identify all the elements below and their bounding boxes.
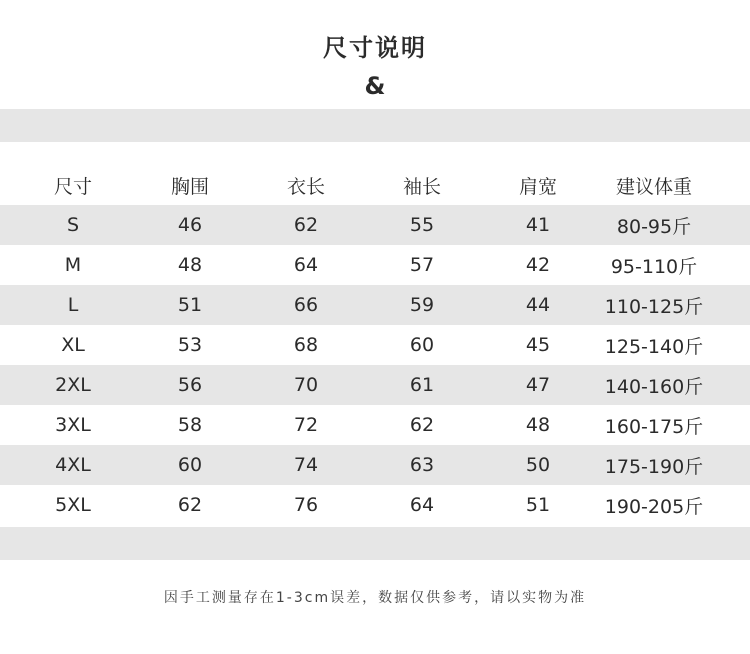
cell-shoulder: 44: [525, 294, 551, 316]
header-shoulder: 肩宽: [518, 175, 557, 198]
cell-size: XL: [61, 334, 85, 356]
cell-size: S: [66, 214, 80, 236]
table-row: [0, 445, 750, 485]
table-row: [0, 285, 750, 325]
header-chest: 胸围: [170, 175, 209, 198]
cell-size: M: [64, 254, 82, 276]
header-sleeve: 袖长: [402, 175, 441, 198]
cell-length: 64: [293, 254, 319, 276]
cell-weight: 190-205斤: [604, 495, 704, 518]
table-row: [0, 205, 750, 245]
cell-size: 3XL: [55, 414, 91, 436]
page-subtitle: &: [364, 72, 386, 100]
header-size: 尺寸: [53, 175, 92, 198]
cell-shoulder: 47: [525, 374, 551, 396]
header-length: 衣长: [286, 175, 325, 198]
measurement-note: 因手工测量存在1-3cm误差，数据仅供参考，请以实物为准: [163, 590, 587, 606]
cell-sleeve: 62: [409, 414, 435, 436]
header-weight: 建议体重: [615, 175, 692, 198]
cell-weight: 140-160斤: [604, 375, 704, 398]
cell-chest: 51: [177, 294, 203, 316]
cell-shoulder: 51: [525, 494, 551, 516]
table-row: [0, 325, 750, 365]
cell-chest: 62: [177, 494, 203, 516]
cell-weight: 80-95斤: [616, 215, 692, 238]
cell-weight: 125-140斤: [604, 335, 704, 358]
cell-shoulder: 41: [525, 214, 551, 236]
cell-size: 5XL: [55, 494, 91, 516]
cell-size: 2XL: [55, 374, 91, 396]
cell-length: 62: [293, 214, 319, 236]
table-row: [0, 405, 750, 445]
cell-length: 76: [293, 494, 319, 516]
cell-size: 4XL: [55, 454, 91, 476]
cell-sleeve: 64: [409, 494, 435, 516]
bottom-divider-band: [0, 527, 750, 560]
size-table: [0, 165, 750, 525]
cell-weight: 110-125斤: [604, 295, 704, 318]
cell-shoulder: 50: [525, 454, 551, 476]
table-row: [0, 365, 750, 405]
cell-length: 70: [293, 374, 319, 396]
cell-size: L: [67, 294, 79, 316]
table-row: [0, 485, 750, 525]
cell-sleeve: 61: [409, 374, 435, 396]
cell-sleeve: 63: [409, 454, 435, 476]
cell-shoulder: 42: [525, 254, 551, 276]
cell-shoulder: 48: [525, 414, 551, 436]
cell-sleeve: 57: [409, 254, 435, 276]
cell-length: 68: [293, 334, 319, 356]
table-body: [0, 205, 750, 525]
cell-chest: 46: [177, 214, 203, 236]
top-divider-band: [0, 109, 750, 142]
cell-length: 74: [293, 454, 319, 476]
cell-sleeve: 55: [409, 214, 435, 236]
cell-chest: 56: [177, 374, 203, 396]
cell-weight: 160-175斤: [604, 415, 704, 438]
cell-length: 72: [293, 414, 319, 436]
cell-chest: 60: [177, 454, 203, 476]
cell-sleeve: 59: [409, 294, 435, 316]
cell-weight: 175-190斤: [604, 455, 704, 478]
cell-weight: 95-110斤: [610, 255, 698, 278]
cell-chest: 53: [177, 334, 203, 356]
table-header-row: [0, 165, 750, 205]
table-row: [0, 245, 750, 285]
cell-chest: 48: [177, 254, 203, 276]
cell-length: 66: [293, 294, 319, 316]
cell-shoulder: 45: [525, 334, 551, 356]
cell-chest: 58: [177, 414, 203, 436]
cell-sleeve: 60: [409, 334, 435, 356]
page-title: 尺寸说明: [323, 34, 427, 62]
